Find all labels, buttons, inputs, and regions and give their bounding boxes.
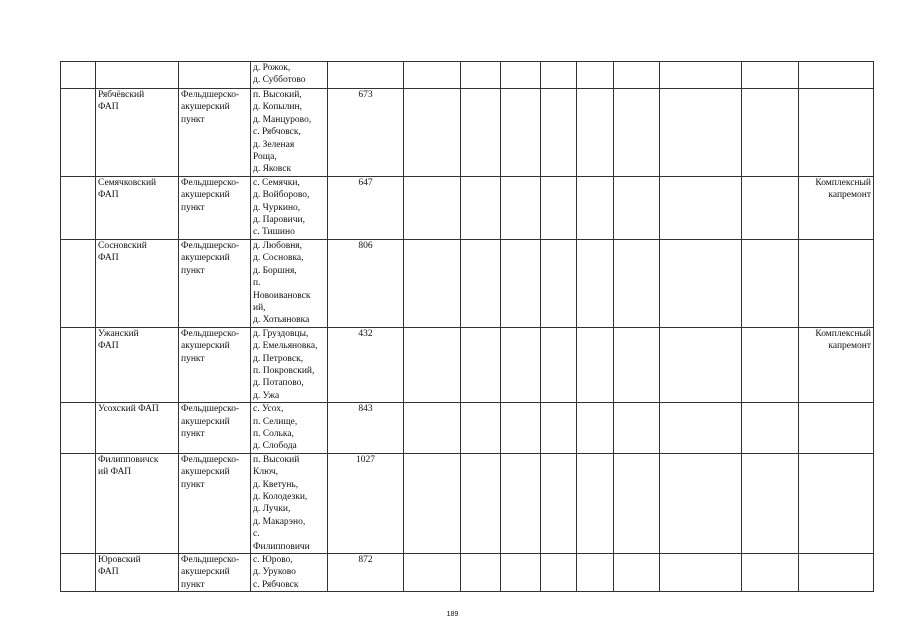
cell-line: Ужанский <box>98 328 139 339</box>
cell-line: капремонт <box>828 190 871 201</box>
cell-line: Фельдшерско- <box>181 555 240 566</box>
empty-cell <box>541 327 577 402</box>
empty-cell <box>461 403 501 454</box>
population-cell: 673 <box>328 89 404 177</box>
cell-line: д. Макарэно, <box>253 516 306 527</box>
cell-line: Филипповичск <box>98 454 159 465</box>
empty-cell <box>799 62 874 89</box>
cell-line: ФАП <box>98 102 119 113</box>
cell-line: Фельдшерско- <box>181 454 240 465</box>
facility-type-cell <box>179 176 251 239</box>
cell-line: д. Субботово <box>253 75 306 86</box>
cell-line: д. Ужа <box>253 390 280 401</box>
cell-line: д. Рожок, <box>253 63 291 73</box>
cell-line: ФАП <box>98 567 119 578</box>
empty-cell <box>614 176 660 239</box>
facility-type-cell <box>179 554 251 592</box>
fap-name-cell <box>96 239 179 327</box>
note-cell <box>799 554 874 592</box>
empty-cell <box>461 453 501 553</box>
cell-line: д. Яковск <box>253 164 292 175</box>
table-body <box>61 62 874 592</box>
cell-line: д. Чуркино, <box>253 202 301 213</box>
cell-line: д. Манцурово, <box>253 114 312 125</box>
empty-cell <box>541 176 577 239</box>
table-row <box>61 327 874 402</box>
facility-type-cell <box>179 327 251 402</box>
cell-line: Юровский <box>98 555 141 566</box>
page-number: 189 <box>446 611 459 618</box>
note-cell <box>799 403 874 454</box>
cell-line: д. Боршня, <box>253 265 297 276</box>
empty-cell <box>501 554 541 592</box>
cell-line: ФАП <box>98 253 119 264</box>
empty-cell <box>501 327 541 402</box>
fap-table <box>60 61 874 592</box>
cell-line: д. Сосновка, <box>253 253 304 264</box>
cell-line: Рябчёвский <box>98 90 145 100</box>
facility-type-cell <box>179 89 251 177</box>
cell-line: п. Высокий, <box>253 90 302 100</box>
cell-line: д. Слобода <box>253 441 297 452</box>
cell-line: с. Усох, <box>253 404 284 415</box>
cell-line: Новоивановск <box>253 290 311 301</box>
cell-line: д. Кветунь, <box>253 479 299 490</box>
villages-cell <box>251 176 328 239</box>
cell-line: с. Семячки, <box>253 177 300 188</box>
empty-cell <box>461 176 501 239</box>
cell-line: пункт <box>181 479 205 490</box>
empty-cell <box>541 453 577 553</box>
empty-cell <box>541 239 577 327</box>
cell-line: д. Потапово, <box>253 378 304 389</box>
cell-line: Фельдшерско- <box>181 328 240 339</box>
empty-cell <box>614 89 660 177</box>
empty-cell <box>660 554 742 592</box>
cell-line: акушерский <box>181 102 230 113</box>
empty-cell <box>61 327 96 402</box>
cell-line: ий, <box>253 302 266 313</box>
cell-line: пункт <box>181 202 205 213</box>
empty-cell <box>660 62 742 89</box>
empty-cell <box>742 554 799 592</box>
note-cell <box>799 453 874 553</box>
fap-name-cell <box>96 89 179 177</box>
empty-cell <box>501 89 541 177</box>
cell-line: д. Войборово, <box>253 190 310 201</box>
cell-line: пункт <box>181 114 205 125</box>
cell-line: ФАП <box>98 341 119 352</box>
empty-cell <box>404 176 461 239</box>
empty-cell <box>404 62 461 89</box>
empty-cell <box>742 403 799 454</box>
empty-cell <box>461 327 501 402</box>
empty-cell <box>660 89 742 177</box>
cell-line: с. Юрово, <box>253 555 293 566</box>
empty-cell <box>614 403 660 454</box>
facility-type-cell <box>179 453 251 553</box>
population-cell: 872 <box>328 554 404 592</box>
fap-name-cell <box>96 403 179 454</box>
empty-cell <box>61 62 96 89</box>
cell-line: Роща, <box>253 152 277 163</box>
fap-name-cell <box>96 327 179 402</box>
cell-line: д. Уруково <box>253 567 296 578</box>
facility-type-cell <box>179 239 251 327</box>
table-row <box>61 239 874 327</box>
empty-cell <box>179 62 251 89</box>
cell-line: пункт <box>181 265 205 276</box>
empty-cell <box>404 453 461 553</box>
empty-cell <box>404 403 461 454</box>
empty-cell <box>742 327 799 402</box>
cell-line: акушерский <box>181 341 230 352</box>
empty-cell <box>61 403 96 454</box>
empty-cell <box>461 239 501 327</box>
villages-cell <box>251 327 328 402</box>
empty-cell <box>96 62 179 89</box>
cell-line: Фельдшерско- <box>181 240 240 251</box>
cell-line: акушерский <box>181 253 230 264</box>
cell-line: Ключ, <box>253 467 278 478</box>
table-row <box>61 176 874 239</box>
empty-cell <box>61 453 96 553</box>
cell-line: п. Селище, <box>253 416 298 427</box>
empty-cell <box>577 554 614 592</box>
empty-cell <box>404 239 461 327</box>
villages-cell <box>251 403 328 454</box>
population-cell: 1027 <box>328 453 404 553</box>
empty-cell <box>577 239 614 327</box>
cell-line: д. Лучки, <box>253 504 291 515</box>
empty-cell <box>501 239 541 327</box>
table-row <box>61 554 874 592</box>
cell-line: д. Копылин, <box>253 102 302 113</box>
cell-line: Фельдшерско- <box>181 404 240 415</box>
cell-line: д. Колодезки, <box>253 492 308 502</box>
empty-cell <box>614 554 660 592</box>
empty-cell <box>501 453 541 553</box>
empty-cell <box>541 554 577 592</box>
note-cell <box>799 176 874 239</box>
cell-line: акушерский <box>181 190 230 201</box>
empty-cell <box>742 89 799 177</box>
population-cell: 806 <box>328 239 404 327</box>
cell-line: п. Высокий <box>253 454 300 465</box>
empty-cell <box>541 89 577 177</box>
table-row <box>61 89 874 177</box>
population-cell: 843 <box>328 403 404 454</box>
empty-cell <box>61 89 96 177</box>
note-cell <box>799 239 874 327</box>
empty-cell <box>461 554 501 592</box>
cell-line: капремонт <box>828 341 871 352</box>
cell-line: пункт <box>181 353 205 364</box>
empty-cell <box>404 327 461 402</box>
empty-cell <box>328 62 404 89</box>
empty-cell <box>614 239 660 327</box>
empty-cell <box>577 89 614 177</box>
cell-line: Комплексный <box>815 328 871 339</box>
empty-cell <box>461 62 501 89</box>
empty-cell <box>660 176 742 239</box>
empty-cell <box>61 554 96 592</box>
empty-cell <box>660 453 742 553</box>
empty-cell <box>742 239 799 327</box>
cell-line: п. Покровский, <box>253 365 315 376</box>
empty-cell <box>577 453 614 553</box>
cell-line: пункт <box>181 428 205 439</box>
cell-line: с. <box>253 529 260 540</box>
cell-line: п. Солька, <box>253 428 294 439</box>
fap-name-cell <box>96 453 179 553</box>
cell-line: с. Тишино <box>253 227 295 238</box>
empty-cell <box>577 62 614 89</box>
note-cell <box>799 327 874 402</box>
cell-line: ий ФАП <box>98 467 132 478</box>
villages-cell <box>251 89 328 177</box>
empty-cell <box>742 176 799 239</box>
cell-line: п. <box>253 278 261 289</box>
cell-line: Усохский ФАП <box>98 404 159 415</box>
cell-line: д. Емельяновка, <box>253 341 318 352</box>
cell-line: акушерский <box>181 567 230 578</box>
empty-cell <box>742 62 799 89</box>
cell-line: Фельдшерско- <box>181 177 240 188</box>
empty-cell <box>501 62 541 89</box>
empty-cell <box>61 176 96 239</box>
note-cell <box>799 89 874 177</box>
cell-line: Филипповичи <box>253 541 310 552</box>
empty-cell <box>614 453 660 553</box>
cell-line: Семячковский <box>98 177 157 188</box>
empty-cell <box>614 327 660 402</box>
empty-cell <box>61 239 96 327</box>
empty-cell <box>577 327 614 402</box>
table-row <box>61 453 874 553</box>
villages-cell <box>251 239 328 327</box>
empty-cell <box>501 403 541 454</box>
cell-line: с. Рябчовск <box>253 579 299 590</box>
empty-cell <box>660 327 742 402</box>
cell-line: д. Груздовцы, <box>253 328 309 339</box>
cell-line: акушерский <box>181 467 230 478</box>
facility-type-cell <box>179 403 251 454</box>
cell-line: д. Петровск, <box>253 353 304 364</box>
empty-cell <box>501 176 541 239</box>
cell-line: д. Паровичи, <box>253 215 305 226</box>
villages-cell <box>251 62 328 89</box>
villages-cell <box>251 554 328 592</box>
cell-line: Фельдшерско- <box>181 90 240 100</box>
population-cell: 432 <box>328 327 404 402</box>
empty-cell <box>577 176 614 239</box>
cell-line: д. Хотьяновка <box>253 315 310 326</box>
empty-cell <box>404 554 461 592</box>
cell-line: ФАП <box>98 190 119 201</box>
table-row <box>61 62 874 89</box>
empty-cell <box>461 89 501 177</box>
cell-line: Сосновский <box>98 240 147 251</box>
cell-line: с. Рябчовск, <box>253 127 301 138</box>
population-cell: 647 <box>328 176 404 239</box>
empty-cell <box>577 403 614 454</box>
fap-name-cell <box>96 554 179 592</box>
cell-line: пункт <box>181 579 205 590</box>
cell-line: д. Любовня, <box>253 240 303 251</box>
empty-cell <box>404 89 461 177</box>
empty-cell <box>614 62 660 89</box>
empty-cell <box>660 239 742 327</box>
cell-line: акушерский <box>181 416 230 427</box>
fap-name-cell <box>96 176 179 239</box>
empty-cell <box>541 403 577 454</box>
empty-cell <box>541 62 577 89</box>
empty-cell <box>742 453 799 553</box>
table-row <box>61 403 874 454</box>
villages-cell <box>251 453 328 553</box>
cell-line: Комплексный <box>815 177 871 188</box>
cell-line: д. Зеленая <box>253 139 295 150</box>
empty-cell <box>660 403 742 454</box>
